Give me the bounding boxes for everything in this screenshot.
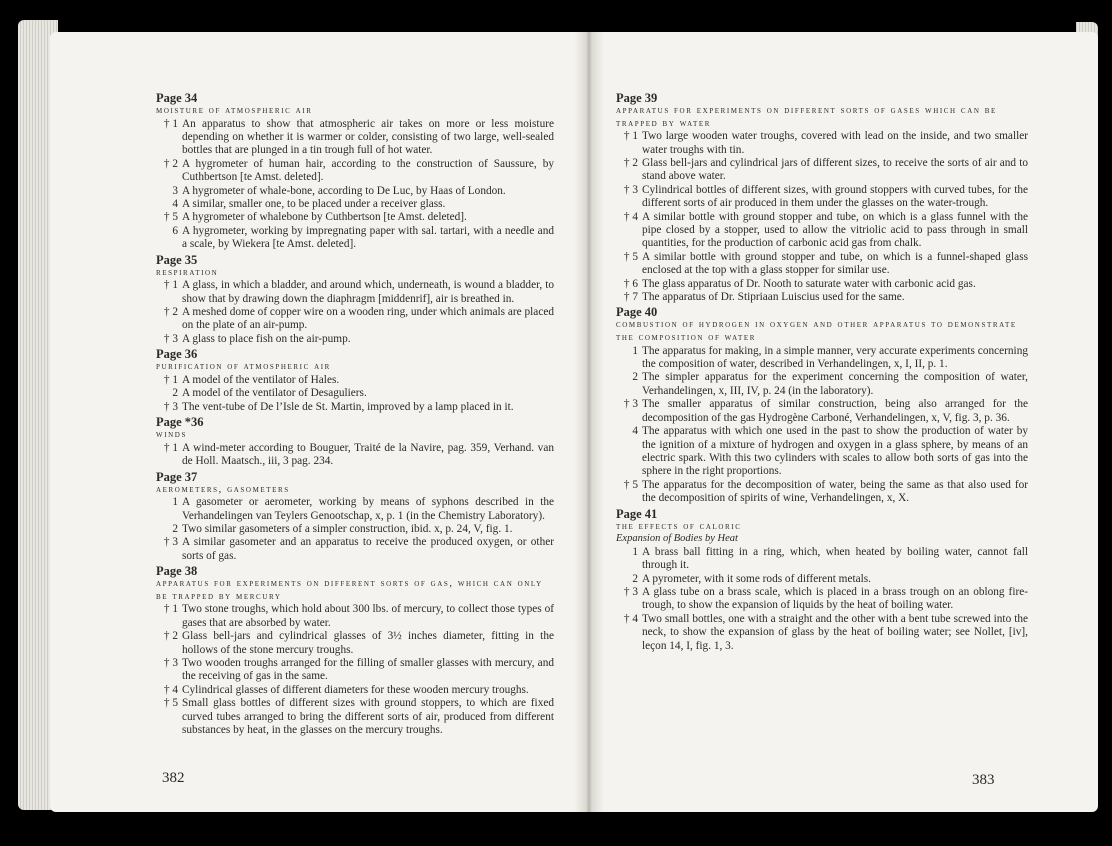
catalogue-entry: [156, 306, 554, 333]
entry-marker: † 1: [623, 130, 638, 143]
entry-marker: 4: [172, 198, 178, 211]
catalogue-entry: [616, 130, 1028, 157]
catalogue-entry: [156, 603, 554, 630]
entry-marker: † 2: [163, 630, 178, 643]
entry-marker: 2: [632, 572, 638, 585]
catalogue-entry: [616, 586, 1028, 613]
entry-text: The glass apparatus of Dr. Nooth to saturate water with carbonic acid gas.: [642, 277, 976, 290]
entry-text: A hygrometer of whale-bone, according to De Luc, by Haas of London.: [182, 184, 506, 197]
entry-text: A pyrometer, with it some rods of different metals.: [642, 572, 871, 585]
entry-text: A gasometer or aerometer, working by means of syphons described in the Verhandelingen van Teylers Genootschap, x, p. 1 (in the Chemistry Laboratory).: [182, 496, 554, 522]
catalogue-entry: [156, 374, 554, 387]
entry-text: A similar bottle with ground stopper and tube, on which is a glass funnel with the pipe closed by a stopper, used to allow the vitriolic acid to pass through in small quantities, for the production of carbonic acid gas from chalk.: [642, 210, 1028, 250]
entry-text: A similar, smaller one, to be placed under a receiver glass.: [182, 198, 446, 211]
entry-text: Cylindrical bottles of different sizes, with ground stoppers with curved tubes, for the different sorts of air produced in them under the glasses on the water-trough.: [642, 183, 1028, 210]
section-heading: combustion of hydrogen in oxygen and other apparatus to demonstrate the composition of water: [616, 319, 1017, 344]
entry-text: The smaller apparatus of similar construction, being also arranged for the decomposition of the gas Hydrogène Carboné, Verhandelingen, x, V, fig. 3, p. 36.: [642, 398, 1028, 424]
entry-marker: † 3: [163, 536, 178, 549]
catalogue-entry: [616, 425, 1028, 479]
page-heading: Page 34: [156, 91, 198, 105]
entry-text: Glass bell-jars and cylindrical jars of different sizes, to receive the sorts of air and to stand above water.: [642, 157, 1028, 183]
entry-marker: † 3: [623, 183, 638, 196]
entry-text: Glass bell-jars and cylindrical glasses of 3½ inches diameter, fitting in the hollows of the stone mercury troughs.: [182, 630, 554, 656]
page-heading: Page 38: [156, 564, 198, 579]
catalogue-entry: [616, 211, 1028, 251]
entry-marker: † 5: [623, 478, 638, 491]
catalogue-entry: [156, 536, 554, 563]
catalogue-entry: [616, 371, 1028, 398]
entry-marker: 4: [632, 425, 638, 438]
catalogue-entry: [616, 398, 1028, 425]
entry-marker: † 5: [623, 250, 638, 263]
page-heading: Page *36: [156, 415, 204, 430]
entry-marker: † 2: [163, 157, 178, 170]
entry-marker: † 6: [623, 277, 638, 290]
section-heading: apparatus for experiments on different sorts of gases which can be trapped by water: [616, 105, 997, 129]
catalogue-entry: [156, 657, 554, 684]
entry-marker: † 1: [163, 373, 178, 386]
entry-text: A hygrometer of whalebone by Cuthbertson [te Amst. deleted].: [182, 211, 467, 224]
section-heading: winds: [156, 429, 187, 441]
catalogue-entry: [156, 211, 554, 224]
entry-marker: † 2: [163, 306, 178, 319]
entry-marker: † 7: [623, 291, 638, 304]
catalogue-entry: [616, 291, 1028, 304]
entry-marker: † 1: [163, 279, 178, 292]
section-heading: aerometers, gasometers: [156, 483, 290, 495]
book-gutter: [574, 32, 604, 812]
section-heading: moisture of atmospheric air: [156, 105, 313, 116]
entry-marker: † 3: [163, 332, 178, 345]
left-page-text: [156, 90, 554, 737]
catalogue-entry: [616, 157, 1028, 184]
left-page-number: 382: [162, 770, 185, 786]
entry-text: A brass ball fitting in a ring, which, when heated by boiling water, cannot fall through it.: [642, 545, 1028, 572]
catalogue-entry: [156, 387, 554, 400]
entry-text: Two wooden troughs arranged for the filling of smaller glasses with mercury, and the receiving of gas in the same.: [182, 656, 554, 683]
entry-text: A glass tube on a brass scale, which is placed in a brass trough on an oblong fire-trough, to show the expansion of liquids by the heat of boiling water.: [642, 585, 1028, 612]
catalogue-entry: [156, 684, 554, 697]
entry-text: A hygrometer, working by impregnating paper with sal. tartari, with a needle and a scale, by Wiekera [te Amst. deleted].: [182, 224, 554, 251]
entry-text: Two stone troughs, which hold about 300 lbs. of mercury, to collect those types of gases that are absorbed by water.: [182, 603, 554, 629]
catalogue-entry: [156, 697, 554, 737]
entry-text: Cylindrical glasses of different diameters for these wooden mercury troughs.: [182, 683, 529, 696]
catalogue-entry: [616, 184, 1028, 211]
entry-marker: † 5: [163, 697, 178, 710]
entry-marker: † 1: [163, 603, 178, 616]
entry-marker: 2: [172, 387, 178, 400]
section-heading: purification of atmospheric air: [156, 361, 331, 373]
catalogue-entry: [156, 523, 554, 536]
entry-text: A similar bottle with ground stopper and tube, on which is a funnel-shaped glass enclosed at the top with a glass stopper for similar use.: [642, 250, 1028, 277]
entry-text: A wind-meter according to Bouguer, Traité de la Navire, pag. 359, Verhand. van de Holl. Maatsch., iii, 3 pag. 234.: [182, 441, 554, 468]
catalogue-entry: [156, 442, 554, 469]
page-heading: Page 35: [156, 252, 198, 267]
entry-marker: 3: [172, 184, 178, 197]
right-page-number: 383: [972, 772, 995, 788]
catalogue-entry: [616, 251, 1028, 278]
entry-text: The apparatus with which one used in the past to show the production of water by the ignition of a mixture of hydrogen and oxygen in a glass sphere, by means of an electric spark. With this two cylinders with scales to allow both sorts of gas into the sphere in the right proportions.: [642, 425, 1028, 478]
entry-marker: † 2: [623, 157, 638, 169]
open-book: [18, 16, 1098, 830]
entry-text: Two similar gasometers of a simpler construction, ibid. x, p. 24, V, fig. 1.: [182, 522, 513, 535]
catalogue-entry: [616, 345, 1028, 372]
entry-text: The vent-tube of De l’Isle de St. Martin, improved by a lamp placed in it.: [182, 400, 514, 413]
entry-marker: 1: [172, 496, 178, 509]
entry-text: Small glass bottles of different sizes with ground stoppers, to which are fixed curved tubes arranged to bring the different sorts of air, produced from different substances by heat, in the glasses on the mercury troughs.: [182, 697, 554, 736]
page-heading: Page 36: [156, 347, 198, 362]
catalogue-entry: [616, 278, 1028, 291]
catalogue-entry: [156, 158, 554, 185]
entry-text: A similar gasometer and an apparatus to receive the produced oxygen, or other sorts of gas.: [182, 536, 554, 562]
entry-marker: 6: [172, 224, 178, 237]
catalogue-entry: [156, 496, 554, 523]
page-heading: Page 40: [616, 305, 658, 320]
entry-text: The apparatus for the decomposition of water, being the same as that also used for the decomposition of spirits of wine, Verhandelingen, x, X.: [642, 478, 1028, 505]
entry-marker: † 4: [623, 210, 638, 223]
entry-text: Two large wooden water troughs, covered with lead on the inside, and two smaller water troughs with tin.: [642, 130, 1028, 156]
catalogue-entry: [616, 546, 1028, 573]
entry-marker: † 3: [163, 400, 178, 413]
page-heading: Page 37: [156, 469, 198, 484]
catalogue-entry: [156, 118, 554, 158]
entry-text: A model of the ventilator of Desaguliers.: [182, 387, 367, 400]
entry-marker: † 5: [163, 211, 178, 224]
entry-text: A meshed dome of copper wire on a wooden ring, under which animals are placed on the plate of an air-pump.: [182, 306, 554, 332]
catalogue-entry: [616, 613, 1028, 653]
entry-marker: † 3: [163, 656, 178, 669]
catalogue-entry: [156, 225, 554, 252]
subsection-heading: Expansion of Bodies by Heat: [616, 533, 738, 545]
left-page: [50, 32, 586, 812]
section-heading: apparatus for experiments on different sorts of gas, which can only be trapped by mercury: [156, 578, 543, 602]
entry-text: A hygrometer of human hair, according to the construction of Saussure, by Cuthbertson [te Amst. deleted].: [182, 157, 554, 184]
catalogue-entry: [156, 279, 554, 306]
section-heading: the effects of caloric: [616, 520, 742, 532]
catalogue-entry: [616, 573, 1028, 586]
entry-marker: † 4: [163, 683, 178, 696]
entry-text: The simpler apparatus for the experiment concerning the composition of water, Verhandelingen, x, III, IV, p. 24 (in the laboratory).: [642, 371, 1028, 397]
entry-marker: 2: [172, 522, 178, 535]
catalogue-entry: [156, 630, 554, 657]
catalogue-entry: [156, 185, 554, 198]
page-heading: Page 39: [616, 91, 658, 105]
entry-marker: 1: [632, 344, 638, 357]
entry-text: A model of the ventilator of Hales.: [182, 373, 340, 386]
entry-marker: 2: [632, 371, 638, 384]
entry-marker: † 3: [623, 398, 638, 411]
right-page-text: [616, 90, 1028, 653]
catalogue-entry: [156, 401, 554, 414]
entry-text: An apparatus to show that atmospheric air takes on more or less moisture depending on whether it is warmer or colder, consisting of two large, well-sealed bottles that are plunged in a tin trough full of hot water.: [182, 117, 554, 157]
entry-text: The apparatus for making, in a simple manner, very accurate experiments concerning the composition of water, described in Verhandelingen, x, I, II, p. 1.: [642, 344, 1028, 371]
page-heading: Page 41: [616, 506, 658, 521]
section-heading: respiration: [156, 266, 219, 278]
entry-text: The apparatus of Dr. Stipriaan Luiscius used for the same.: [642, 291, 905, 304]
entry-marker: † 3: [623, 585, 638, 598]
entry-text: A glass to place fish on the air-pump.: [182, 332, 351, 345]
catalogue-entry: [156, 198, 554, 211]
entry-text: Two small bottles, one with a straight and the other with a bent tube screwed into the neck, to show the expansion of glass by the heat of boiling water; see Nollet, [iv], leçon 14, I, fig. 1, 3.: [642, 612, 1028, 652]
catalogue-entry: [156, 333, 554, 346]
entry-text: A glass, in which a bladder, and around which, underneath, is wound a bladder, to show that by drawing down the diaphragm [middenrif], air is breathed in.: [182, 279, 554, 305]
catalogue-entry: [616, 479, 1028, 506]
entry-marker: † 1: [163, 117, 178, 130]
right-page: [590, 32, 1098, 812]
entry-marker: † 4: [623, 612, 638, 625]
entry-marker: 1: [632, 545, 638, 558]
entry-marker: † 1: [163, 441, 178, 454]
